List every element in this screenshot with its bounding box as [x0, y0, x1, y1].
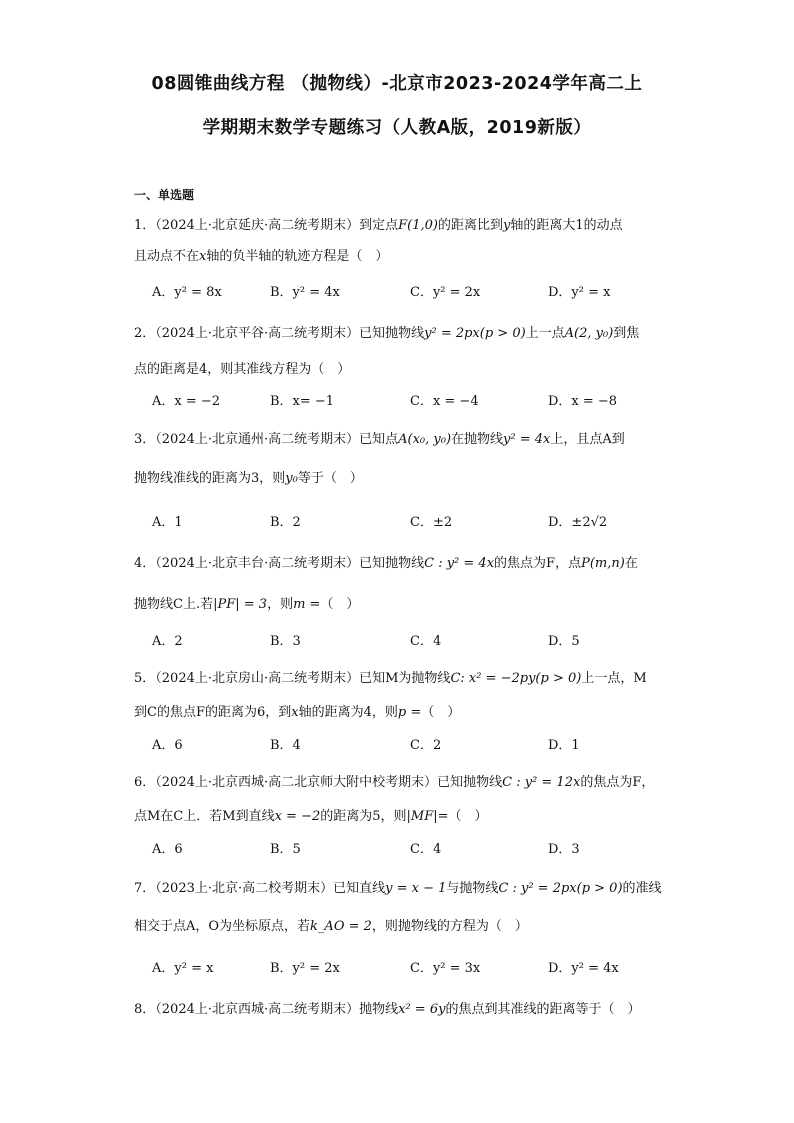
question-6-line-1: 6．（2024上·北京西城·高二北京师大附中校考期末）已知抛物线C : y² = 12x的焦点为F，	[134, 775, 655, 790]
question-6-line-2: 点M在C上．若M到直线x = −2的距离为5，则|MF|=（ ）	[134, 809, 488, 824]
question-5-line-2: 到C的焦点F的距离为6，到x轴的距离为4，则p =（ ）	[134, 705, 461, 720]
question-5-line-1: 5．（2024上·北京房山·高二统考期末）已知M为抛物线C: x² = −2py(p > 0)上一点，M	[134, 671, 647, 686]
option-a[interactable]: A．y² = 8x	[152, 285, 222, 300]
question-1-line-1: 1．（2024上·北京延庆·高二统考期末）到定点F(1,0)的距离比到y轴的距离大1的动点	[134, 218, 623, 233]
option-a[interactable]: A．x = −2	[152, 394, 221, 409]
option-b[interactable]: B．y² = 2x	[270, 961, 340, 976]
option-d[interactable]: D．1	[548, 738, 580, 753]
section-heading: 一、单选题	[134, 188, 195, 202]
option-c[interactable]: C．x = −4	[410, 394, 479, 409]
option-d[interactable]: D．x = −8	[548, 394, 618, 409]
option-b[interactable]: B．x= −1	[270, 394, 335, 409]
option-d[interactable]: D．y² = 4x	[548, 961, 619, 976]
option-c[interactable]: C．2	[410, 738, 442, 753]
option-a[interactable]: A．6	[152, 738, 183, 753]
option-d[interactable]: D．y² = x	[548, 285, 611, 300]
document-title-line-2: 学期期末数学专题练习（人教A版，2019新版）	[202, 118, 592, 138]
question-7-line-2: 相交于点A，O为坐标原点，若k_AO = 2，则抛物线的方程为（ ）	[134, 919, 528, 934]
question-8-line-1: 8．（2024上·北京西城·高二统考期末）抛物线x² = 6y的焦点到其准线的距离等于（ ）	[134, 1002, 641, 1017]
question-1-line-2: 且动点不在x轴的负半轴的轨迹方程是（ ）	[134, 249, 389, 264]
option-a[interactable]: A．2	[152, 634, 183, 649]
option-b[interactable]: B．2	[270, 515, 301, 530]
option-c[interactable]: C．±2	[410, 515, 453, 530]
option-a[interactable]: A．y² = x	[152, 961, 214, 976]
option-c[interactable]: C．y² = 2x	[410, 285, 481, 300]
option-b[interactable]: B．5	[270, 842, 301, 857]
document-title-line-1: 08圆锥曲线方程 （抛物线）-北京市2023-2024学年高二上	[151, 74, 643, 94]
question-4-line-2: 抛物线C上.若|PF| = 3，则m =（ ）	[134, 597, 360, 612]
question-4-line-1: 4．（2024上·北京丰台·高二统考期末）已知抛物线C : y² = 4x的焦点为F，点P(m,n)在	[134, 556, 638, 571]
option-b[interactable]: B．y² = 4x	[270, 285, 340, 300]
option-b[interactable]: B．4	[270, 738, 301, 753]
option-c[interactable]: C．4	[410, 842, 442, 857]
question-2-line-2: 点的距离是4，则其准线方程为（ ）	[134, 362, 351, 377]
option-d[interactable]: D．3	[548, 842, 580, 857]
question-2-line-1: 2．（2024上·北京平谷·高二统考期末）已知抛物线y² = 2px(p > 0)上一点A(2, y₀)到焦	[134, 326, 640, 341]
question-3-line-1: 3．（2024上·北京通州·高二统考期末）已知点A(x₀, y₀)在抛物线y² = 4x上，且点A到	[134, 432, 625, 447]
option-d[interactable]: D．5	[548, 634, 580, 649]
option-d[interactable]: D．±2√2	[548, 515, 608, 530]
option-a[interactable]: A．6	[152, 842, 183, 857]
question-3-line-2: 抛物线准线的距离为3，则y₀等于（ ）	[134, 471, 363, 486]
option-b[interactable]: B．3	[270, 634, 301, 649]
option-a[interactable]: A．1	[152, 515, 183, 530]
question-7-line-1: 7．（2023上·北京·高二校考期末）已知直线y = x − 1与抛物线C : y² = 2px(p > 0)的准线	[134, 881, 662, 896]
option-c[interactable]: C．4	[410, 634, 442, 649]
option-c[interactable]: C．y² = 3x	[410, 961, 481, 976]
